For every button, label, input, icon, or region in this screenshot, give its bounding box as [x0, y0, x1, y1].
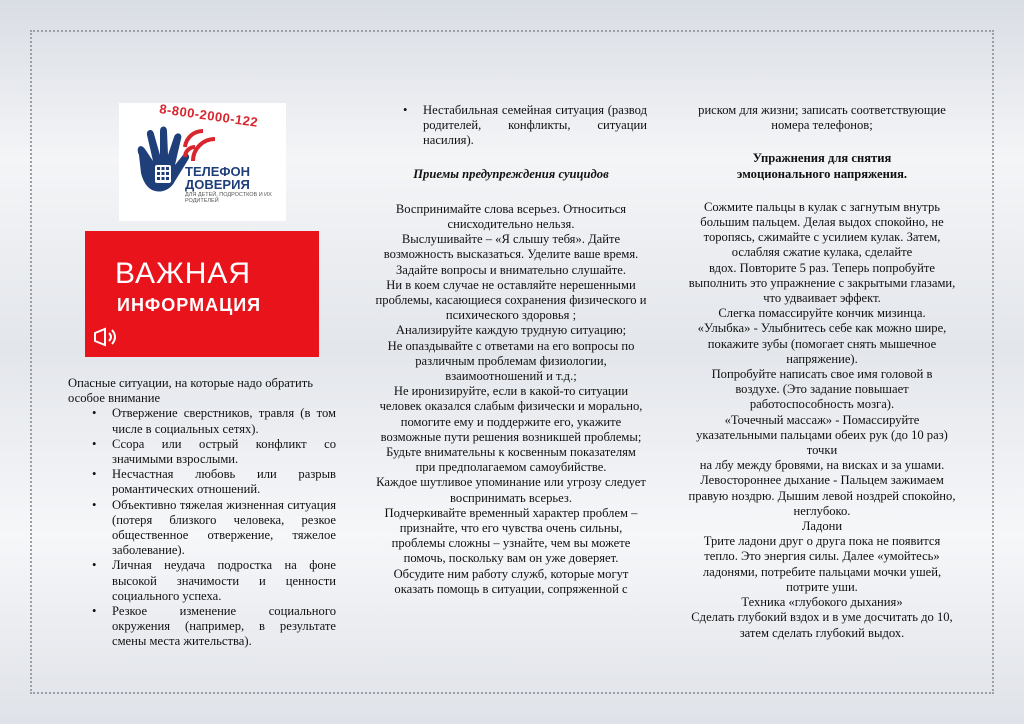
logo-title-line2: ДОВЕРИЯ	[185, 177, 250, 192]
column-dangerous-situations	[68, 376, 336, 650]
paragraph: Не иронизируйте, если в какой-то ситуации человек оказался слабым физически и морально, помогите ему и поддержите его, укажите возможные пути решения возникшей проблемы;	[379, 384, 643, 444]
logo-title	[185, 165, 250, 191]
paragraph: Сожмите пальцы в кулак с загнутым внутрь большим пальцем. Делая выдох спокойно, не торопясь, сжимайте с усилием кулак. Затем, ослабляя сжатие кулака, сделайте	[700, 199, 944, 260]
exercises-text	[688, 200, 956, 641]
paragraph: «Улыбка» - Улыбнитесь себе как можно шире, покажите зубы (помогает снять мышечное напряжение).	[697, 321, 947, 366]
heading-line2: эмоционального напряжения.	[736, 166, 908, 181]
paragraph: «Точечный массаж» - Помассируйте указательными пальцами обеих рук (до 10 раз) точки	[696, 412, 948, 458]
paragraph: Каждое шутливое упоминание или угрозу следует воспринимать всерьез.	[376, 475, 646, 505]
list-item: • Личная неудача подростка на фоне высокой значимости и ценности социального успеха.	[112, 558, 336, 604]
logo-phone-number: 8-800-2000-122	[158, 101, 260, 130]
paragraph: Ладони	[801, 519, 843, 534]
paragraph: Воспринимайте слова всерьез. Относиться снисходительно нельзя.	[395, 201, 627, 232]
intro-text: Опасные ситуации, на которые надо обратить особое внимание	[68, 376, 314, 406]
continued-text: риском для жизни; записать соответствующие номера телефонов;	[698, 103, 946, 133]
paragraph: Ни в коем случае не оставляйте нерешенными проблемы, касающиеся сохранения физического и психического здоровья ;	[375, 277, 647, 323]
section-heading: Приемы предупреждения суицидов	[413, 166, 609, 181]
paragraph: вдох. Повторите 5 раз. Теперь попробуйте выполнить это упражнение с закрытыми глазами, что удваивает эффект.	[688, 260, 956, 306]
column-prevention	[375, 103, 647, 597]
list-item: • Ссора или острый конфликт со значимыми взрослыми.	[112, 437, 336, 467]
logo-subtitle: ДЛЯ ДЕТЕЙ, ПОДРОСТКОВ И ИХ РОДИТЕЛЕЙ	[185, 192, 272, 204]
logo-title-line1: ТЕЛЕФОН	[185, 164, 250, 179]
list-item: • Отвержение сверстников, травля (в том числе в социальных сетях).	[112, 406, 336, 436]
heading-line1: Упражнения для снятия	[752, 151, 892, 166]
paragraph: Попробуйте написать свое имя головой в воздухе. (Это задание повышает работоспособность мозга).	[711, 367, 933, 412]
banner-line1: ВАЖНАЯ	[115, 257, 252, 290]
banner-line2: ИНФОРМАЦИЯ	[117, 295, 262, 315]
continued-list	[375, 103, 647, 149]
column-exercises	[688, 103, 956, 641]
important-info-banner	[85, 231, 319, 357]
signal-waves-icon	[181, 127, 221, 163]
list-item: • Несчастная любовь или разрыв романтических отношений.	[112, 467, 336, 497]
paragraph: Левостороннее дыхание - Пальцем зажимаем правую ноздрю. Дышим левой ноздрей спокойно, неглубоко.	[688, 473, 956, 518]
paragraph: Подчеркивайте временный характер проблем – признайте, что его чувства очень сильны, проблемы сложны – узнайте, чем вы можете помочь, поскольку вам он уже доверяет.	[384, 505, 638, 566]
list-item: • Резкое изменение социального окружения (например, в результате смены места жительства).	[112, 604, 336, 650]
paragraph: Техника «глубокого дыхания»	[741, 595, 903, 610]
paragraph: на лбу между бровями, на висках и за ушами.	[699, 458, 945, 473]
paragraph: Будьте внимательны к косвенным показателям при предполагаемом самоубийстве.	[386, 445, 636, 475]
section-heading	[688, 151, 956, 181]
list-item: • Нестабильная семейная ситуация (развод родителей, конфликты, ситуации насилия).	[423, 103, 647, 149]
paragraph: Сделать глубокий вздох и в уме досчитать до 10, затем сделать глубокий выдох.	[691, 610, 953, 640]
paragraph: Анализируйте каждую трудную ситуацию;	[395, 323, 627, 338]
helpline-logo	[119, 103, 286, 221]
prevention-text	[375, 202, 647, 597]
paragraph: Слегка помассируйте кончик мизинца.	[718, 306, 926, 321]
dangerous-situations-list	[68, 406, 336, 649]
paragraph: Обсудите ним работу служб, которые могут оказать помощь в ситуации, сопряженной с	[393, 566, 629, 596]
paragraph: Не опаздывайте с ответами на его вопросы по различным проблемам физиологии, взаимоотношений и т.д.;	[387, 338, 635, 384]
paragraph: Выслушивайте – «Я слышу тебя». Дайте возможность высказаться. Уделите ваше время. Задайте вопросы и внимательно слушайте.	[383, 232, 639, 277]
paragraph: Трите ладони друг о друга пока не появится тепло. Это энергия силы. Далее «умойтесь» ладонями, потребите пальцами мочки ушей, потрите уши.	[702, 534, 942, 594]
megaphone-icon	[91, 323, 119, 351]
list-item: • Объективно тяжелая жизненная ситуация (потеря близкого человека, резкое общественное отвержение, тяжелое заболевание).	[112, 498, 336, 559]
